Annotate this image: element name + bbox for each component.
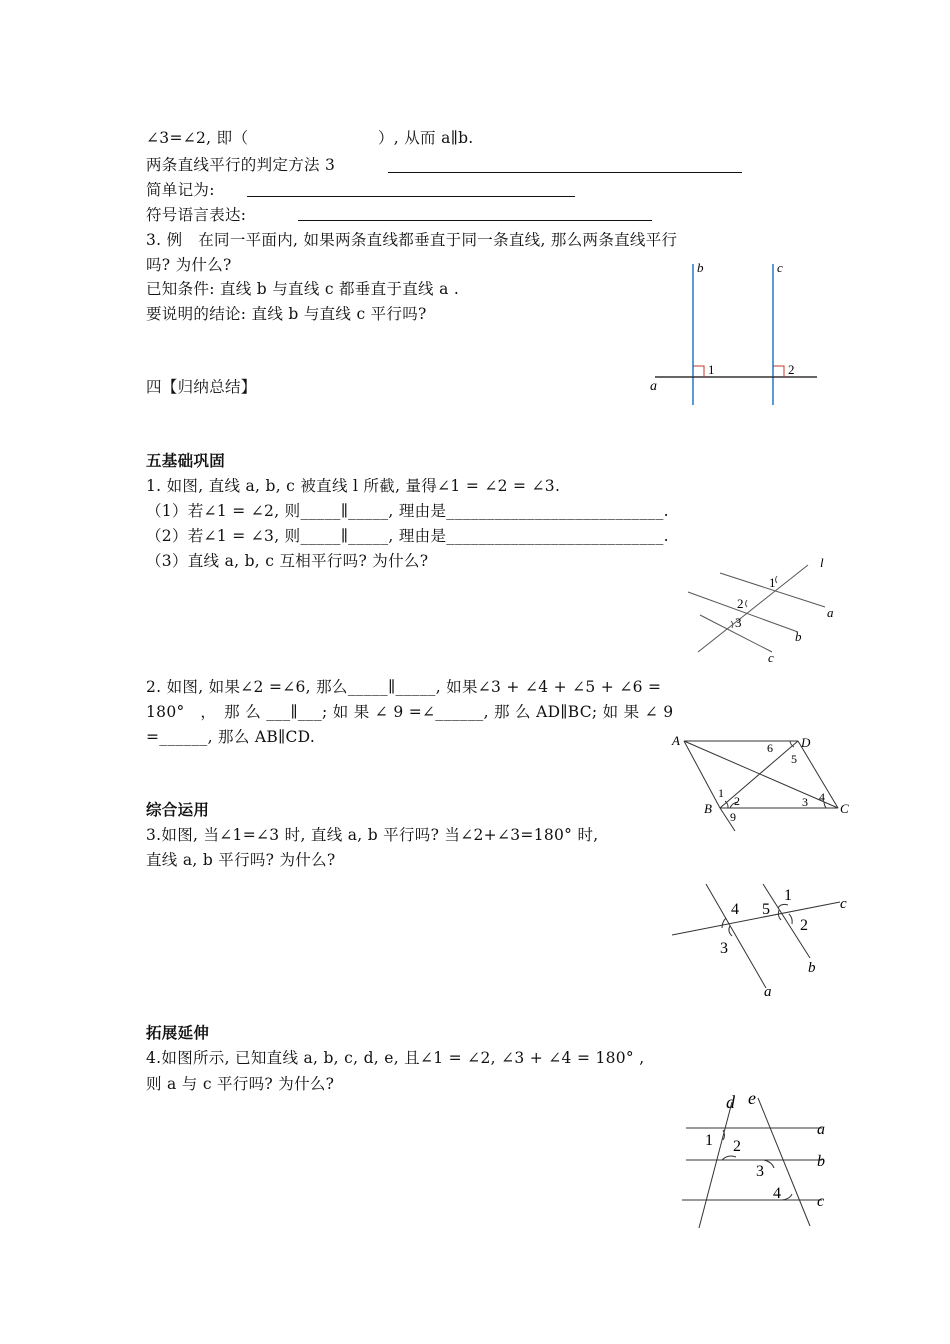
fig2-angle-2: 2: [737, 596, 744, 611]
parallel-conclusion: ）, 从而 a∥b.: [378, 129, 474, 147]
figure-three-lines-transversal: [680, 555, 850, 670]
symbolic-label: 符号语言表达:: [146, 206, 247, 224]
fig2-angle-3: 3: [735, 615, 742, 630]
fig3-label-A: A: [672, 733, 680, 748]
known-condition: 已知条件: 直线 b 与直线 c 都垂直于直线 a .: [146, 280, 460, 298]
figure-perpendicular-lines: [645, 258, 825, 408]
fig3-label-B: B: [704, 801, 712, 816]
line-angle-eq: [146, 128, 248, 148]
question-2-line-1: 2. 如图, 如果∠2 =∠6, 那么_____∥_____, 如果∠3 + ∠4 + ∠5 + ∠6 =: [146, 678, 662, 696]
figure-two-lines-transversal: [668, 880, 848, 1000]
fig5-label-a: a: [817, 1121, 825, 1138]
fig4-angle-5: 5: [762, 901, 770, 918]
conclusion-to-show: 要说明的结论: 直线 b 与直线 c 平行吗?: [146, 305, 427, 323]
fig4-angle-1: 1: [784, 887, 792, 904]
fig2-angle-1: 1: [769, 575, 776, 590]
fig2-label-l: l: [820, 555, 824, 570]
example-3-text: 3. 例 在同一平面内, 如果两条直线都垂直于同一条直线, 那么两条直线平行: [146, 231, 678, 249]
fig2-label-c: c: [768, 650, 774, 665]
basic-heading: 五基础巩固: [146, 452, 226, 470]
question-3-line-2: 直线 a, b 平行吗? 为什么?: [146, 851, 336, 869]
fig2-label-b: b: [795, 629, 802, 644]
angle-eq-text: ∠3=∠2, 即（: [146, 129, 249, 147]
summary-heading: 四【归纳总结】: [146, 378, 257, 396]
fig3-angle-6: 6: [767, 741, 773, 755]
fig4-label-b: b: [808, 960, 816, 976]
figure-quadrilateral-abcd: [668, 733, 858, 833]
fig4-label-a: a: [764, 984, 772, 1000]
question-2-line-3: =______, 那么 AB∥CD.: [146, 728, 316, 746]
method-3-blank: [388, 172, 742, 173]
figure-five-lines: [678, 1088, 838, 1238]
fig5-label-d: d: [726, 1092, 735, 1112]
question-4-line-2: 则 a 与 c 平行吗? 为什么?: [146, 1075, 335, 1093]
question-2-line-2: 180° ， 那 么 ___∥___; 如 果 ∠ 9 =∠______, 那 么 AD∥BC; 如 果 ∠ 9: [146, 703, 674, 721]
fig5-label-b: b: [817, 1153, 825, 1170]
method-3-label: 两条直线平行的判定方法 3: [146, 156, 336, 174]
short-form-label: 简单记为:: [146, 181, 215, 199]
short-form-blank: [247, 196, 575, 197]
fig5-angle-3: 3: [756, 1163, 764, 1180]
extension-heading: 拓展延伸: [146, 1024, 210, 1042]
fig5-label-e: e: [748, 1088, 756, 1108]
fig5-label-c: c: [817, 1193, 825, 1210]
fig5-angle-1: 1: [705, 1132, 713, 1149]
symbolic-blank: [298, 220, 652, 221]
fig4-angle-3: 3: [720, 940, 728, 957]
fig3-angle-2: 2: [734, 794, 740, 808]
fig3-angle-3: 3: [802, 795, 808, 809]
question-1-part-2: （2）若∠1 = ∠3, 则_____∥_____, 理由是___________________________.: [146, 527, 669, 545]
fig2-label-a: a: [827, 605, 834, 620]
fig3-label-C: C: [840, 801, 849, 816]
comprehensive-heading: 综合运用: [146, 801, 210, 819]
fig3-angle-9: 9: [730, 810, 736, 824]
question-3-line-1: 3.如图, 当∠1=∠3 时, 直线 a, b 平行吗? 当∠2+∠3=180° 时,: [146, 826, 599, 844]
fig1-angle-1: 1: [708, 362, 715, 377]
question-1-part-1: （1）若∠1 = ∠2, 则_____∥_____, 理由是___________________________.: [146, 502, 669, 520]
fig3-label-D: D: [801, 735, 811, 750]
fig4-angle-4: 4: [731, 901, 739, 918]
fig4-angle-2: 2: [800, 917, 808, 934]
question-4-line-1: 4.如图所示, 已知直线 a, b, c, d, e, 且∠1 = ∠2, ∠3 + ∠4 = 180° ,: [146, 1049, 645, 1067]
fig3-angle-5: 5: [791, 752, 797, 766]
fig5-angle-4: 4: [773, 1185, 781, 1202]
fig4-label-c: c: [840, 896, 847, 912]
question-1: 1. 如图, 直线 a, b, c 被直线 l 所截, 量得∠1 = ∠2 = ∠3.: [146, 477, 561, 495]
example-3-question: 吗? 为什么?: [146, 256, 232, 274]
fig3-angle-1: 1: [718, 786, 724, 800]
fig1-label-a: a: [650, 379, 657, 394]
fig3-angle-4: 4: [819, 790, 825, 804]
fig1-label-c: c: [777, 260, 783, 275]
fig1-angle-2: 2: [788, 362, 795, 377]
fig1-label-b: b: [697, 260, 704, 275]
question-1-part-3: （3）直线 a, b, c 互相平行吗? 为什么?: [146, 552, 429, 570]
fig5-angle-2: 2: [733, 1138, 741, 1155]
